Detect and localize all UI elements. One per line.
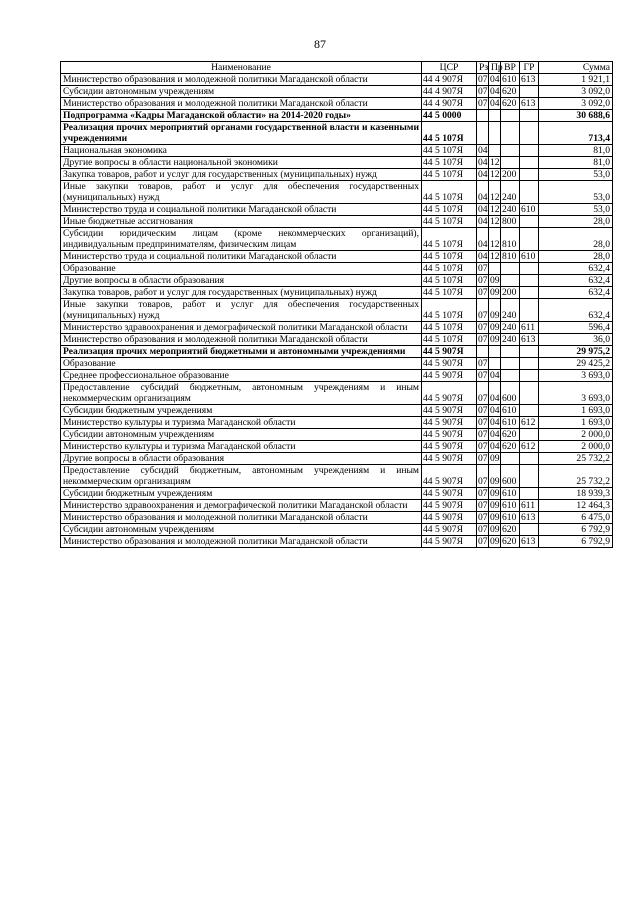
cell-name: Субсидии юридическим лицам (кроме некоммерческих организаций), индивидуальным предпринимателям, физическим лицам <box>61 228 422 251</box>
cell-gr <box>520 122 539 145</box>
cell-rz: 04 <box>478 157 488 168</box>
cell-pr <box>489 110 501 122</box>
cell-rz: 04 <box>478 204 488 215</box>
cell-pr <box>489 263 501 275</box>
cell-gr <box>520 370 539 382</box>
table-row <box>61 74 613 86</box>
cell-pr: 12 <box>490 251 500 262</box>
header-name: Наименование <box>61 62 422 74</box>
cell-name: Министерство образования и молодежной политики Магаданской области <box>61 334 422 346</box>
cell-pr <box>489 358 501 370</box>
table-row <box>61 429 613 441</box>
table-row <box>61 251 613 263</box>
cell-sum: 53,0 <box>539 169 613 181</box>
cell-rz: 04 <box>478 251 488 262</box>
cell-vr: 620 <box>501 98 520 110</box>
cell-pr: 04 <box>490 441 500 452</box>
table-row <box>61 98 613 110</box>
cell-name: Национальная экономика <box>61 145 422 157</box>
cell-vr: 200 <box>501 169 520 181</box>
cell-rz: 07 <box>478 334 488 345</box>
header-pr: Пр <box>489 62 501 74</box>
cell-rz: 07 <box>478 405 488 416</box>
table-row <box>61 512 613 524</box>
table-row <box>61 263 613 275</box>
cell-name: Министерство здравоохранения и демографической политики Магаданской области <box>61 322 422 334</box>
cell-vr: 240 <box>501 181 520 204</box>
cell-gr <box>520 287 539 299</box>
cell-rz: 04 <box>477 181 489 204</box>
cell-sum: 6 792,9 <box>539 524 613 536</box>
cell-gr <box>520 275 539 287</box>
cell-csr: 44 5 107Я <box>422 122 477 145</box>
cell-name: Иные бюджетные ассигнования <box>61 216 422 228</box>
cell-sum: 29 425,2 <box>539 358 613 370</box>
table-row <box>61 228 613 251</box>
cell-name: Министерство труда и социальной политики Магаданской области <box>61 251 422 263</box>
cell-pr <box>489 145 501 157</box>
cell-name: Министерство труда и социальной политики Магаданской области <box>61 204 422 216</box>
cell-gr <box>520 405 539 417</box>
cell-rz: 07 <box>478 370 488 381</box>
cell-csr: 44 5 907Я <box>422 536 477 548</box>
cell-rz: 07 <box>478 524 488 535</box>
table-row <box>61 86 613 98</box>
cell-gr <box>520 110 539 122</box>
cell-name: Другие вопросы в области национальной экономики <box>61 157 422 169</box>
cell-sum: 81,0 <box>539 157 613 169</box>
cell-sum: 632,4 <box>539 287 613 299</box>
table-row <box>61 536 613 548</box>
cell-vr: 240 <box>501 322 520 334</box>
cell-rz: 07 <box>478 441 488 452</box>
cell-rz: 07 <box>478 86 488 97</box>
cell-csr: 44 5 907Я <box>422 346 477 358</box>
cell-csr: 44 5 907Я <box>422 512 477 524</box>
cell-vr: 610 <box>501 74 520 86</box>
cell-sum: 53,0 <box>539 181 613 204</box>
table-row <box>61 370 613 382</box>
cell-rz: 07 <box>477 382 489 405</box>
cell-sum: 6 475,0 <box>539 512 613 524</box>
cell-rz: 07 <box>478 488 488 499</box>
cell-pr: 12 <box>490 204 500 215</box>
cell-sum: 632,4 <box>539 299 613 322</box>
table-row <box>61 275 613 287</box>
cell-pr: 09 <box>490 536 500 547</box>
cell-gr <box>520 429 539 441</box>
cell-vr: 610 <box>501 405 520 417</box>
cell-rz: 07 <box>478 500 488 511</box>
cell-pr: 04 <box>490 429 500 440</box>
cell-gr <box>520 524 539 536</box>
cell-csr: 44 5 907Я <box>422 500 477 512</box>
cell-rz: 04 <box>477 228 489 251</box>
cell-pr: 09 <box>490 287 500 298</box>
cell-name: Закупка товаров, работ и услуг для государственных (муниципальных) нужд <box>61 169 422 181</box>
cell-rz <box>477 122 489 145</box>
cell-csr: 44 4 907Я <box>422 86 477 98</box>
table-row <box>61 322 613 334</box>
cell-name: Субсидии автономным учреждениям <box>61 524 422 536</box>
cell-name: Образование <box>61 263 422 275</box>
cell-sum: 632,4 <box>539 263 613 275</box>
cell-pr: 09 <box>490 453 500 464</box>
table-row <box>61 299 613 322</box>
cell-csr: 44 5 0000 <box>422 110 477 122</box>
cell-rz: 07 <box>478 98 488 109</box>
cell-rz: 07 <box>477 299 489 322</box>
cell-pr: 04 <box>490 98 500 109</box>
cell-pr <box>489 122 501 145</box>
cell-name: Министерство образования и молодежной политики Магаданской области <box>61 74 422 86</box>
cell-vr: 240 <box>501 299 520 322</box>
cell-sum: 1 693,0 <box>539 417 613 429</box>
cell-sum: 25 732,2 <box>539 465 613 488</box>
table-row <box>61 441 613 453</box>
cell-vr: 620 <box>501 86 520 98</box>
cell-vr: 620 <box>501 429 520 441</box>
cell-vr: 620 <box>501 524 520 536</box>
cell-csr: 44 5 107Я <box>422 263 477 275</box>
cell-vr: 810 <box>501 228 520 251</box>
cell-vr <box>501 122 520 145</box>
cell-sum: 3 693,0 <box>539 382 613 405</box>
cell-name: Среднее профессиональное образование <box>61 370 422 382</box>
cell-vr <box>501 145 520 157</box>
cell-csr: 44 5 107Я <box>422 157 477 169</box>
cell-pr: 12 <box>490 216 500 227</box>
cell-pr: 04 <box>490 86 500 97</box>
cell-vr: 240 <box>501 204 520 216</box>
cell-name: Субсидии бюджетным учреждениям <box>61 405 422 417</box>
cell-gr <box>520 346 539 358</box>
cell-pr: 12 <box>489 181 501 204</box>
cell-rz: 07 <box>478 322 488 333</box>
cell-sum: 2 000,0 <box>539 441 613 453</box>
cell-sum: 30 688,6 <box>539 110 613 122</box>
cell-csr: 44 5 107Я <box>422 216 477 228</box>
table-row <box>61 465 613 488</box>
cell-vr: 610 <box>501 512 520 524</box>
cell-name: Министерство образования и молодежной политики Магаданской области <box>61 536 422 548</box>
cell-name: Субсидии бюджетным учреждениям <box>61 488 422 500</box>
cell-gr <box>520 382 539 405</box>
header-sum: Сумма <box>539 62 613 74</box>
cell-gr: 611 <box>520 500 539 512</box>
cell-vr <box>501 275 520 287</box>
cell-sum: 1 693,0 <box>539 405 613 417</box>
cell-sum: 3 693,0 <box>539 370 613 382</box>
cell-csr: 44 5 907Я <box>422 358 477 370</box>
cell-pr: 12 <box>489 228 501 251</box>
cell-pr: 04 <box>490 370 500 381</box>
cell-pr: 09 <box>490 500 500 511</box>
cell-name: Образование <box>61 358 422 370</box>
table-row <box>61 417 613 429</box>
cell-rz: 07 <box>478 536 488 547</box>
cell-sum: 2 000,0 <box>539 429 613 441</box>
cell-name: Министерство культуры и туризма Магаданской области <box>61 441 422 453</box>
cell-name: Субсидии автономным учреждениям <box>61 86 422 98</box>
page-number: 87 <box>314 37 326 51</box>
cell-rz: 07 <box>478 263 488 274</box>
cell-gr: 613 <box>520 334 539 346</box>
cell-name: Субсидии автономным учреждениям <box>61 429 422 441</box>
cell-gr: 612 <box>520 441 539 453</box>
cell-sum: 3 092,0 <box>539 86 613 98</box>
cell-csr: 44 5 107Я <box>422 204 477 216</box>
cell-sum: 36,0 <box>539 334 613 346</box>
cell-csr: 44 5 107Я <box>422 275 477 287</box>
cell-pr: 04 <box>490 74 500 85</box>
cell-csr: 44 5 107Я <box>422 299 477 322</box>
cell-gr <box>520 453 539 465</box>
cell-vr: 200 <box>501 287 520 299</box>
header-vr: ВР <box>501 62 520 74</box>
cell-sum: 12 464,3 <box>539 500 613 512</box>
cell-name: Предоставление субсидий бюджетным, автономным учреждениям и иным некоммерческим организациям <box>61 465 422 488</box>
cell-gr: 612 <box>520 417 539 429</box>
cell-gr: 613 <box>520 74 539 86</box>
cell-csr: 44 5 107Я <box>422 169 477 181</box>
cell-sum: 3 092,0 <box>539 98 613 110</box>
table-row <box>61 122 613 145</box>
cell-rz: 07 <box>478 358 488 369</box>
cell-gr <box>520 157 539 169</box>
cell-csr: 44 5 907Я <box>422 405 477 417</box>
cell-rz: 07 <box>478 453 488 464</box>
cell-gr <box>520 358 539 370</box>
cell-csr: 44 5 107Я <box>422 145 477 157</box>
cell-gr <box>520 465 539 488</box>
cell-csr: 44 5 907Я <box>422 453 477 465</box>
cell-name: Министерство здравоохранения и демографической политики Магаданской области <box>61 500 422 512</box>
cell-sum: 632,4 <box>539 275 613 287</box>
cell-name: Другие вопросы в области образования <box>61 275 422 287</box>
cell-vr <box>501 157 520 169</box>
cell-rz <box>477 110 489 122</box>
cell-name: Иные закупки товаров, работ и услуг для обеспечения государственных (муниципальных) нужд <box>61 299 422 322</box>
cell-gr: 610 <box>520 204 539 216</box>
table-row <box>61 216 613 228</box>
table-row <box>61 145 613 157</box>
cell-rz: 07 <box>477 465 489 488</box>
cell-rz: 07 <box>478 275 488 286</box>
cell-vr <box>501 346 520 358</box>
cell-vr: 240 <box>501 334 520 346</box>
cell-name: Реализация прочих мероприятий бюджетными и автономными учреждениями <box>61 346 422 358</box>
cell-csr: 44 4 907Я <box>422 74 477 86</box>
cell-sum: 596,4 <box>539 322 613 334</box>
table-row <box>61 110 613 122</box>
cell-csr: 44 5 907Я <box>422 524 477 536</box>
cell-rz: 04 <box>478 169 488 180</box>
cell-vr <box>501 370 520 382</box>
cell-sum: 29 975,2 <box>539 346 613 358</box>
cell-vr: 800 <box>501 216 520 228</box>
cell-csr: 44 5 907Я <box>422 417 477 429</box>
cell-rz: 04 <box>478 145 488 156</box>
cell-rz: 07 <box>478 512 488 523</box>
table-row <box>61 382 613 405</box>
table-row <box>61 453 613 465</box>
cell-csr: 44 5 907Я <box>422 429 477 441</box>
cell-rz: 07 <box>478 429 488 440</box>
cell-vr <box>501 110 520 122</box>
cell-rz: 07 <box>478 417 488 428</box>
table-row <box>61 157 613 169</box>
cell-vr: 810 <box>501 251 520 263</box>
cell-rz: 07 <box>478 287 488 298</box>
cell-csr: 44 5 907Я <box>422 370 477 382</box>
cell-sum: 25 732,2 <box>539 453 613 465</box>
cell-gr <box>520 216 539 228</box>
table-row <box>61 334 613 346</box>
cell-gr <box>520 228 539 251</box>
cell-csr: 44 5 107Я <box>422 181 477 204</box>
cell-pr: 04 <box>490 405 500 416</box>
cell-name: Иные закупки товаров, работ и услуг для обеспечения государственных (муниципальных) нужд <box>61 181 422 204</box>
cell-vr: 600 <box>501 465 520 488</box>
cell-pr: 09 <box>490 334 500 345</box>
cell-csr: 44 5 907Я <box>422 488 477 500</box>
cell-gr <box>520 181 539 204</box>
cell-sum: 28,0 <box>539 251 613 263</box>
cell-pr: 12 <box>490 169 500 180</box>
cell-csr: 44 5 907Я <box>422 465 477 488</box>
cell-gr <box>520 488 539 500</box>
cell-gr: 613 <box>520 512 539 524</box>
cell-vr: 610 <box>501 417 520 429</box>
table-row <box>61 500 613 512</box>
table-row <box>61 169 613 181</box>
cell-pr: 09 <box>490 275 500 286</box>
cell-sum: 53,0 <box>539 204 613 216</box>
cell-name: Подпрограмма «Кадры Магаданской области» на 2014-2020 годы» <box>61 110 422 122</box>
header-rz: Рз <box>477 62 489 74</box>
cell-pr: 09 <box>490 488 500 499</box>
cell-pr: 09 <box>490 524 500 535</box>
cell-vr <box>501 263 520 275</box>
cell-gr <box>520 86 539 98</box>
header-gr: ГР <box>520 62 539 74</box>
cell-vr: 620 <box>501 441 520 453</box>
cell-name: Предоставление субсидий бюджетным, автономным учреждениям и иным некоммерческим организациям <box>61 382 422 405</box>
cell-vr <box>501 358 520 370</box>
cell-gr <box>520 263 539 275</box>
cell-csr: 44 5 107Я <box>422 287 477 299</box>
cell-csr: 44 5 907Я <box>422 441 477 453</box>
cell-name: Закупка товаров, работ и услуг для государственных (муниципальных) нужд <box>61 287 422 299</box>
cell-gr: 611 <box>520 322 539 334</box>
cell-rz <box>477 346 489 358</box>
header-csr: ЦСР <box>422 62 477 74</box>
cell-pr: 09 <box>489 299 501 322</box>
table-body <box>61 74 613 548</box>
cell-vr: 620 <box>501 536 520 548</box>
cell-csr: 44 5 107Я <box>422 251 477 263</box>
table-row <box>61 358 613 370</box>
cell-name: Другие вопросы в области образования <box>61 453 422 465</box>
cell-pr: 09 <box>489 465 501 488</box>
cell-vr: 610 <box>501 500 520 512</box>
cell-gr <box>520 145 539 157</box>
cell-rz: 07 <box>478 74 488 85</box>
cell-sum: 1 921,1 <box>539 74 613 86</box>
cell-csr: 44 5 107Я <box>422 334 477 346</box>
cell-sum: 28,0 <box>539 216 613 228</box>
cell-pr: 04 <box>489 382 501 405</box>
cell-gr: 610 <box>520 251 539 263</box>
cell-csr: 44 5 107Я <box>422 322 477 334</box>
cell-sum: 81,0 <box>539 145 613 157</box>
table-row <box>61 181 613 204</box>
table-header-row <box>61 62 613 74</box>
table-row <box>61 287 613 299</box>
cell-vr <box>501 453 520 465</box>
table-row <box>61 405 613 417</box>
cell-gr: 613 <box>520 98 539 110</box>
cell-gr: 613 <box>520 536 539 548</box>
cell-sum: 6 792,9 <box>539 536 613 548</box>
cell-pr: 09 <box>490 322 500 333</box>
cell-name: Министерство образования и молодежной политики Магаданской области <box>61 512 422 524</box>
cell-gr <box>520 299 539 322</box>
cell-sum: 28,0 <box>539 228 613 251</box>
cell-vr: 600 <box>501 382 520 405</box>
table-row <box>61 488 613 500</box>
cell-sum: 18 939,3 <box>539 488 613 500</box>
table-row <box>61 346 613 358</box>
cell-rz: 04 <box>478 216 488 227</box>
cell-pr: 12 <box>490 157 500 168</box>
cell-name: Министерство образования и молодежной политики Магаданской области <box>61 98 422 110</box>
cell-sum: 713,4 <box>539 122 613 145</box>
cell-csr: 44 5 107Я <box>422 228 477 251</box>
cell-pr: 09 <box>490 512 500 523</box>
cell-pr <box>489 346 501 358</box>
cell-gr <box>520 169 539 181</box>
cell-vr: 610 <box>501 488 520 500</box>
table-row <box>61 204 613 216</box>
cell-csr: 44 4 907Я <box>422 98 477 110</box>
cell-name: Реализация прочих мероприятий органами государственной власти и казенными учреждениями <box>61 122 422 145</box>
cell-pr: 04 <box>490 417 500 428</box>
cell-name: Министерство культуры и туризма Магаданской области <box>61 417 422 429</box>
table-row <box>61 524 613 536</box>
cell-csr: 44 5 907Я <box>422 382 477 405</box>
budget-table <box>60 61 613 548</box>
